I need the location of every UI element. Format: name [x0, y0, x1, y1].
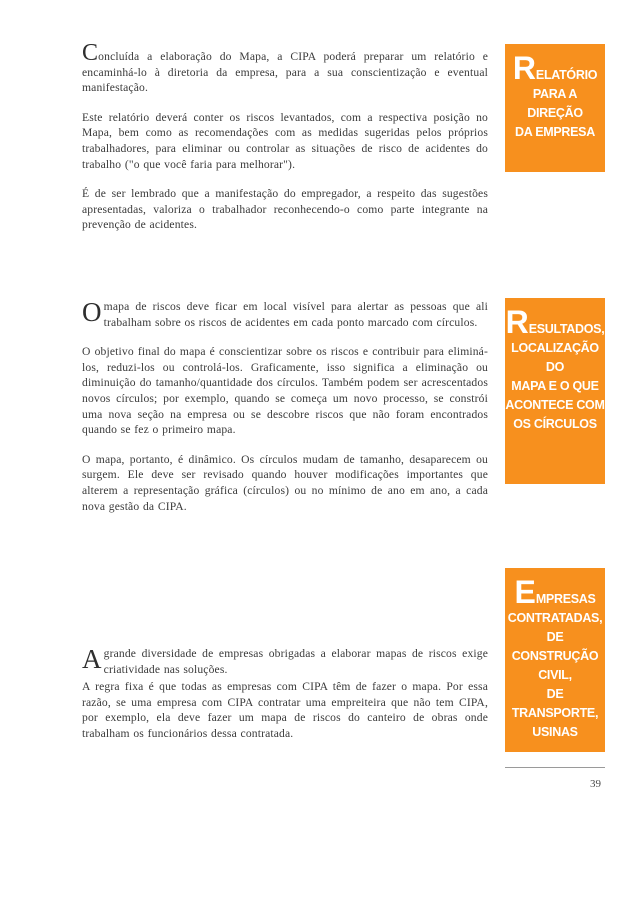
paragraph-4: Omapa de riscos deve ficar em local visível para alertar as pessoas que ali trabalham sobre os riscos de acidentes em cada ponto marcado com círculos.	[82, 297, 488, 329]
box-line: PARA A DIREÇÃO	[527, 87, 583, 120]
paragraph-3: É de ser lembrado que a manifestação do empregador, a respeito das sugestões apresentadas, valoriza o trabalhador reconhecendo-o como parte integrante na prevenção de acidentes.	[82, 187, 488, 232]
box-line: USINAS	[532, 725, 578, 739]
box-line: MAPA E O QUE	[511, 379, 599, 393]
section-resultados	[82, 299, 488, 514]
box-cap: E	[514, 574, 536, 610]
box-heading: ESULTADOS,	[528, 322, 605, 336]
box-cap: R	[505, 304, 529, 340]
drop-cap: A	[82, 644, 102, 674]
box-line: ACONTECE COM	[505, 398, 605, 412]
page-number: 39	[590, 778, 601, 790]
section-relatorio	[82, 40, 488, 233]
box-line: CONSTRUÇÃO CIVIL,	[511, 649, 599, 682]
box-heading: ELATÓRIO	[535, 68, 598, 82]
paragraph-8: A regra fixa é que todas as empresas com CIPA têm de fazer o mapa. Por essa razão, se uma empresa com CIPA contratar uma empreiteira que não tem CIPA, por exemplo, ela deve fazer um mapa de riscos do canteiro de obras onde trabalham os funcionários dessa contratada.	[82, 680, 488, 740]
box-line: CONTRATADAS, DE	[507, 611, 603, 644]
drop-cap: C	[82, 40, 99, 66]
box-cap: R	[512, 50, 536, 86]
box-line: OS CÍRCULOS	[513, 417, 597, 431]
sidebar-box-relatorio	[505, 44, 605, 172]
sidebar-box-resultados	[505, 298, 605, 484]
drop-cap: O	[82, 297, 102, 327]
sidebar-box-empresas	[505, 568, 605, 752]
section-empresas	[82, 646, 488, 742]
box-line: LOCALIZAÇÃO DO	[511, 341, 599, 374]
paragraph-5: O objetivo final do mapa é conscientizar sobre os riscos e contribuir para eliminá-los, reduzi-los ou controlá-los. Graficamente, isso significa a eliminação ou diminuição do tamanho/quantidade dos círculos. Também podem ser acrescentados novos círculos; por exemplo, quando se começa um novo processo, se constrói uma nova seção na empresa ou se descobre riscos que não foram encontrados quando se fez o primeiro mapa.	[82, 345, 488, 437]
divider	[505, 767, 605, 768]
paragraph-6: O mapa, portanto, é dinâmico. Os círculos mudam de tamanho, desaparecem ou surgem. Ele deve ser revisado quando houver modificações importantes que alterem a representação gráfica (círculos) ou no mínimo de ano em ano, a cada nova gestão da CIPA.	[82, 452, 488, 513]
paragraph-2: Este relatório deverá conter os riscos levantados, com a respectiva posição no Mapa, bem como as recomendações com as medidas sugeridas pelos próprios trabalhadores, para eliminar ou controlar as situações de risco de acidentes do trabalho ("o que você faria para melhorar").	[82, 110, 488, 171]
box-heading: MPRESAS	[535, 592, 596, 606]
box-line: DA EMPRESA	[515, 125, 595, 139]
paragraph-1: Concluída a elaboração do Mapa, a CIPA poderá preparar um relatório e encaminhá-lo à diretoria da empresa, para a sua conscientização e eventual manifestação.	[82, 40, 488, 95]
box-line: DE TRANSPORTE,	[511, 687, 599, 720]
paragraph-7: Agrande diversidade de empresas obrigadas a elaborar mapas de riscos exige criatividade nas soluções.	[82, 644, 488, 676]
